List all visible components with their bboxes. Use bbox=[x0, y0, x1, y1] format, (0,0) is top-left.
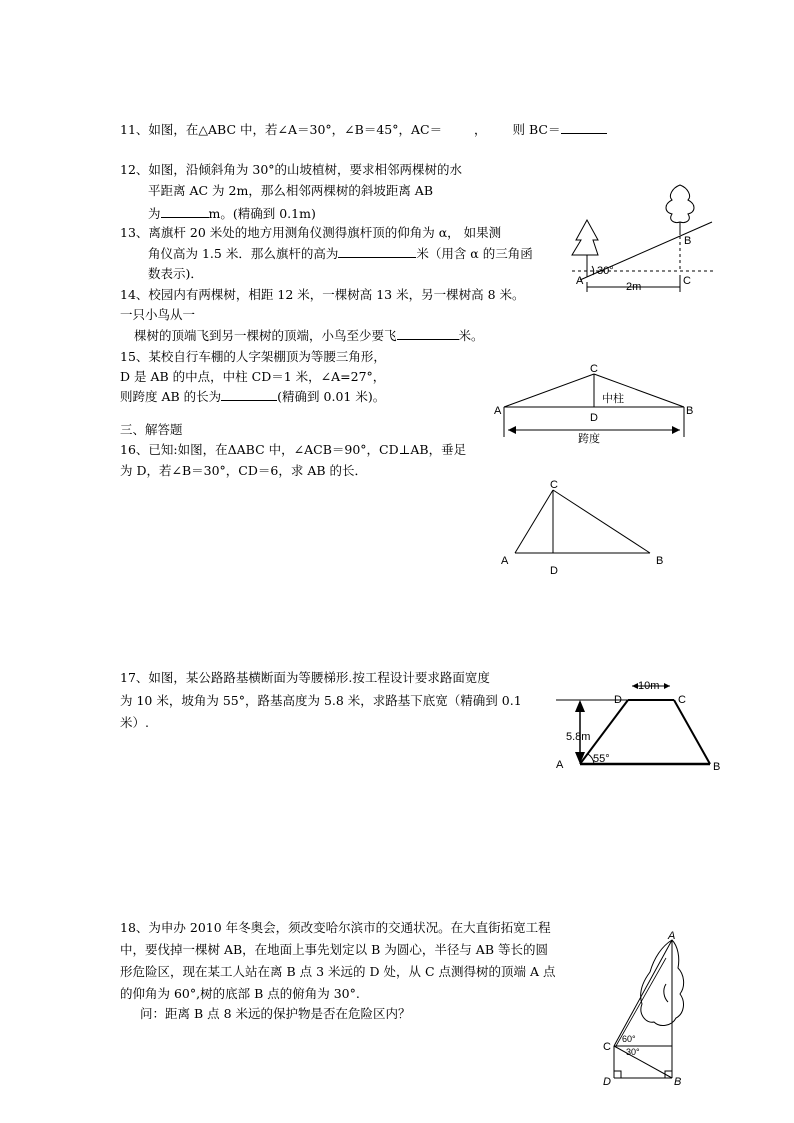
fig12-label-b: B bbox=[684, 235, 692, 247]
fig12-angle: 30° bbox=[597, 265, 614, 277]
fig17-angle: 55° bbox=[593, 753, 610, 765]
q15-line1: 15、某校自行车棚的人字架棚顶为等腰三角形， bbox=[120, 349, 386, 364]
fig18-tree-diagram bbox=[598, 928, 708, 1090]
q18-line4: 的仰角为 60°,树的底部 B 点的俯角为 30°. bbox=[120, 986, 360, 1001]
q18-line3: 形危险区，现在某工人站在离 B 点 3 米远的 D 处，从 C 点测得树的顶端 A 点 bbox=[120, 964, 556, 979]
q15-line3 bbox=[120, 388, 385, 405]
q12-line1: 12、如图，沿倾斜角为 30°的山坡植树，要求相邻两棵树的水 bbox=[120, 162, 463, 177]
fig12-label-c: C bbox=[683, 275, 691, 287]
fig17-label-d: D bbox=[614, 694, 622, 706]
q13-line1: 13、离旗杆 20 米处的地方用测角仪测得旗杆顶的仰角为 α， 如果测 bbox=[120, 225, 502, 240]
fig18-label-a: A bbox=[668, 930, 676, 942]
q13-line3: 数表示)． bbox=[148, 266, 203, 281]
fig15-label-span: 跨度 bbox=[578, 433, 600, 445]
q16-line2: 为 D，若∠B＝30°，CD＝6，求 AB 的长． bbox=[120, 463, 368, 478]
fig15-label-c: C bbox=[590, 363, 598, 375]
q17-line1: 17、如图，某公路路基横断面为等腰梯形.按工程设计要求路面宽度 bbox=[120, 670, 490, 685]
q14-line2: 一只小鸟从一 bbox=[120, 307, 196, 322]
fig16-label-c: C bbox=[550, 479, 558, 491]
q18-line1: 18、为申办 2010 年冬奥会，须改变哈尔滨市的交通状况。在大直街拓宽工程 bbox=[120, 920, 551, 935]
q14-l3a: 棵树的顶端飞到另一棵树的顶端，小鸟至少要飞 bbox=[134, 328, 397, 343]
q14-answer-blank[interactable] bbox=[397, 327, 459, 340]
fig15-label-mid: 中柱 bbox=[602, 393, 624, 405]
fig12-distance: 2m bbox=[626, 281, 642, 293]
q15-line2: D 是 AB 的中点，中柱 CD＝1 米，∠A=27°， bbox=[120, 369, 386, 384]
q11-part-c: 则 BC＝ bbox=[512, 122, 561, 137]
q15-answer-blank[interactable] bbox=[221, 388, 277, 401]
q18-line2: 中，要伐掉一棵树 AB，在地面上事先划定以 B 为圆心，半径与 AB 等长的圆 bbox=[120, 942, 548, 957]
fig16-label-a: A bbox=[501, 555, 509, 567]
fig17-trapezoid bbox=[550, 674, 730, 774]
q12-l3b: m。(精确到 0.1m) bbox=[208, 206, 316, 221]
q17-line3: 米）. bbox=[120, 715, 149, 730]
fig15-roof-truss bbox=[490, 362, 700, 444]
q14-line1: 14、校园内有两棵树，相距 12 米，一棵树高 13 米，另一棵树高 8 米。 bbox=[120, 287, 525, 302]
fig16-label-b: B bbox=[656, 555, 664, 567]
q11-answer-blank[interactable] bbox=[561, 121, 607, 134]
q15-l3b: (精确到 0.01 米)。 bbox=[277, 389, 386, 404]
q18-line5: 问：距离 B 点 8 米远的保护物是否在危险区内？ bbox=[140, 1006, 411, 1021]
fig17-label-c: C bbox=[678, 694, 686, 706]
q11-part-a: 11、如图，在△ABC 中，若∠A＝30°，∠B＝45°，AC＝ bbox=[120, 122, 443, 137]
fig15-label-a: A bbox=[494, 405, 502, 417]
fig17-label-b: B bbox=[713, 761, 721, 773]
section-heading: 三、解答题 bbox=[120, 422, 183, 437]
q15-l3a: 则跨度 AB 的长为 bbox=[120, 389, 222, 404]
q12-line2: 平距离 AC 为 2m，那么相邻两棵树的斜坡距离 AB bbox=[148, 183, 434, 198]
q12-l3a: 为 bbox=[148, 206, 161, 221]
fig12-slope-trees bbox=[560, 180, 720, 300]
fig12-label-a: A bbox=[576, 275, 584, 287]
q17-line2: 为 10 米，坡角为 55°，路基高度为 5.8 米，求路基下底宽（精确到 0.1 bbox=[120, 693, 522, 708]
fig18-label-d: D bbox=[603, 1076, 611, 1088]
q16-line1: 16、已知:如图，在ΔABC 中，∠ACB＝90°，CD⊥AB，垂足 bbox=[120, 442, 467, 457]
q13-answer-blank[interactable] bbox=[338, 245, 416, 258]
q11-text bbox=[120, 121, 607, 138]
fig18-angle-60: 60° bbox=[622, 1034, 636, 1044]
fig17-label-a: A bbox=[556, 759, 564, 771]
q12-answer-blank[interactable] bbox=[161, 205, 209, 218]
fig18-label-b: B bbox=[674, 1076, 682, 1088]
fig17-label-top: 10m bbox=[638, 680, 660, 692]
fig18-angle-30: 30° bbox=[626, 1047, 640, 1057]
q14-l3b: 米。 bbox=[458, 328, 484, 343]
q13-l2b: 米（用含 α 的三角函 bbox=[416, 246, 533, 261]
right-tree-icon bbox=[666, 185, 694, 235]
fig15-label-d: D bbox=[590, 412, 598, 424]
fig18-label-c: C bbox=[603, 1041, 611, 1053]
q11-part-b: ， bbox=[474, 122, 487, 137]
q14-line3 bbox=[134, 327, 484, 344]
q13-l2a: 角仪高为 1.5 米．那么旗杆的高为 bbox=[148, 246, 339, 261]
left-tree-icon bbox=[572, 220, 598, 272]
fig16-label-d: D bbox=[550, 565, 558, 577]
fig15-label-b: B bbox=[686, 405, 694, 417]
tree-outline-icon bbox=[641, 940, 684, 1025]
q12-line3 bbox=[148, 205, 316, 222]
q13-line2 bbox=[148, 245, 533, 262]
fig17-label-height: 5.8m bbox=[566, 731, 591, 743]
fig16-triangle bbox=[495, 478, 675, 580]
